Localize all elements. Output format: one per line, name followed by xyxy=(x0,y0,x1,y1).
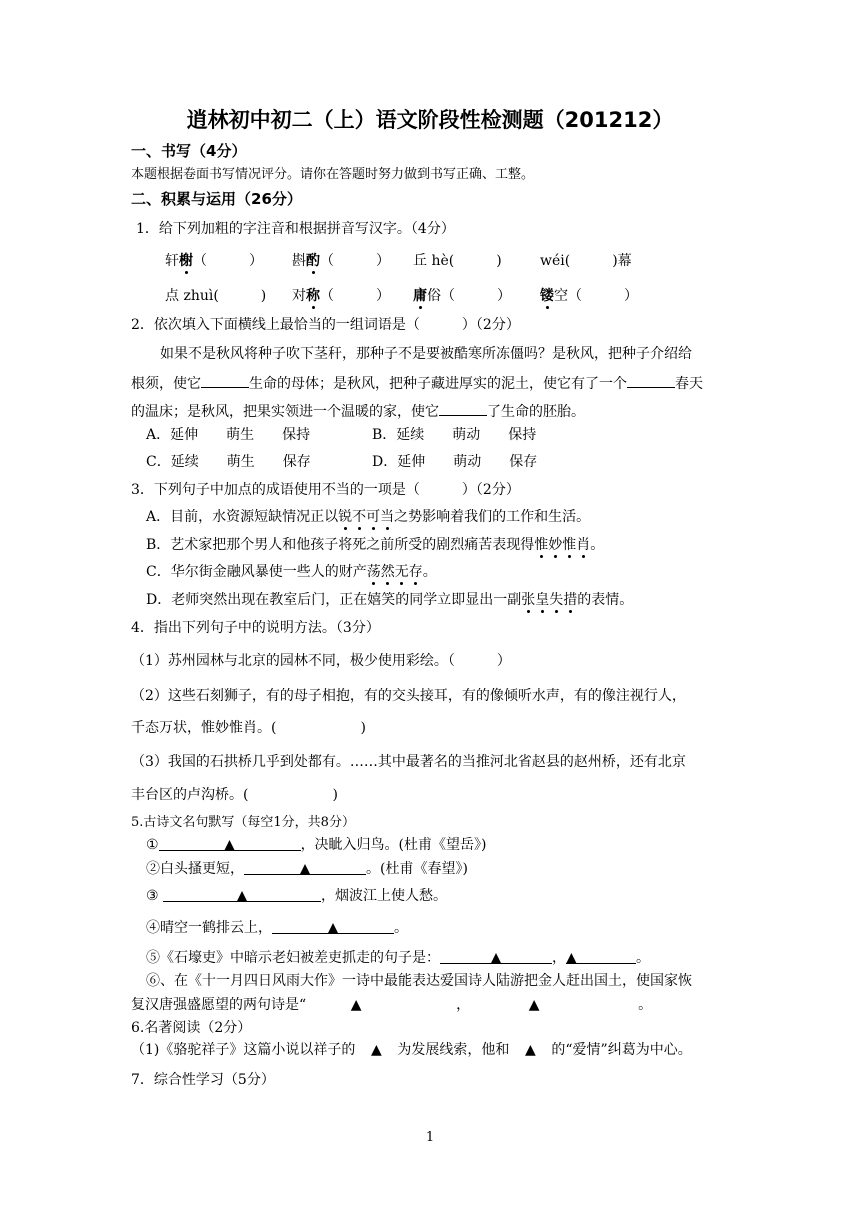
dotted-idiom-c: 荡然无存 xyxy=(366,564,423,580)
q7-stem: 7．综合性学习（5分） xyxy=(131,1072,275,1088)
q5-line-1: ① ▲ ，决眦入归鸟。(杜甫《望岳》) xyxy=(146,837,487,853)
q6-stem: 6.名著阅读（2分） xyxy=(131,1020,252,1036)
answer-marker: ▲ xyxy=(524,1042,536,1058)
q6-line-1: （1)《骆驼祥子》这篇小说以祥子的 ▲ 为发展线索，他和 ▲ 的“爱情”纠葛为中心。 xyxy=(131,1042,692,1058)
answer-marker: ▲ xyxy=(327,920,339,936)
answer-marker: ▲ xyxy=(370,1042,382,1058)
q2-option-d: D．延伸 萌动 保存 xyxy=(372,454,538,470)
q5-line-6-cont: 复汉唐强盛愿望的两句诗是“ ▲ ， ▲ 。 xyxy=(131,997,653,1013)
q2-blank-2 xyxy=(627,373,675,388)
q2-option-a: A．延伸 萌生 保持 xyxy=(146,427,311,443)
page-title: 逍林初中初二（上）语文阶段性检测题（201212） xyxy=(186,108,674,132)
q3-stem: 3．下列句子中加点的成语使用不当的一项是（ ）（2分） xyxy=(131,482,520,498)
answer-marker: ▲ xyxy=(566,950,577,966)
q2-para-line-2: 根须，使它 生命的母体；是秋风，把种子藏进厚实的泥土，使它有了一个 春天 xyxy=(131,373,703,393)
q1-item-3: 丘 hè( ) xyxy=(413,253,502,269)
dotted-idiom-a: 锐不可当 xyxy=(338,509,395,525)
q1-item-2: 斟酌（ ） xyxy=(292,253,390,269)
q3-option-c: C．华尔街金融风暴使一些人的财产荡然无存。 xyxy=(146,564,437,580)
answer-marker: ▲ xyxy=(299,861,311,877)
section-heading-accumulation: 二、积累与运用（26分） xyxy=(131,190,302,208)
q5-line-2: ②白头搔更短， ▲ 。(杜甫《春望》) xyxy=(146,861,468,877)
q2-option-b: B．延续 萌动 保持 xyxy=(372,427,537,443)
answer-marker: ▲ xyxy=(224,837,235,853)
q2-para-line-1: 如果不是秋风将种子吹下茎秆，那种子不是要被酷寒所冻僵吗？是秋风，把种子介绍给 xyxy=(160,346,692,362)
q4-sentence-3: （3）我国的石拱桥几乎到处都有。……其中最著名的当推河北省赵县的赵州桥，还有北京 xyxy=(131,754,686,770)
q2-para-line-3: 的温床；是秋风，把果实领进一个温暖的家，使它 了生命的胚胎。 xyxy=(131,401,585,421)
q3-option-d: D．老师突然出现在教室后门，正在嬉笑的同学立即显出一副张皇失措的表情。 xyxy=(146,592,634,608)
answer-marker: ▲ xyxy=(528,997,540,1013)
answer-marker: ▲ xyxy=(236,888,248,904)
q4-stem: 4．指出下列句子中的说明方法。（3分） xyxy=(131,620,380,636)
q5-stem: 5.古诗文名句默写（每空1分，共8分） xyxy=(131,815,355,830)
q1-item-1: 轩榭（ ） xyxy=(165,253,263,269)
section-text-writing: 本题根据卷面书写情况评分。请你在答题时努力做到书写正确、工整。 xyxy=(131,167,535,182)
q2-blank-1 xyxy=(201,373,249,388)
dotted-idiom-d: 张皇失措 xyxy=(521,592,578,608)
q1-item-7: 庸俗（ ） xyxy=(413,288,511,304)
q3-option-b: B．艺术家把那个男人和他孩子将死之前所受的剧烈痛苦表现得惟妙惟肖。 xyxy=(146,537,605,553)
q4-sentence-2-cont: 千态万状，惟妙惟肖。( ) xyxy=(131,720,366,736)
q1-item-6: 对称（ ） xyxy=(292,288,390,304)
q4-sentence-1: （1）苏州园林与北京的园林不同，极少使用彩绘。（ ） xyxy=(131,653,511,669)
q3-option-a: A．目前，水资源短缺情况正以锐不可当之势影响着我们的工作和生活。 xyxy=(146,509,591,525)
answer-marker: ▲ xyxy=(490,950,502,966)
q2-stem: 2．依次填入下面横线上最恰当的一组词语是（ ）（2分） xyxy=(131,317,520,333)
page-number: 1 xyxy=(425,1130,435,1145)
section-heading-writing: 一、书写（4分） xyxy=(131,142,247,160)
q1-item-8: 镂空（ ） xyxy=(540,288,638,304)
q2-blank-3 xyxy=(439,401,487,416)
q5-line-3: ③ ▲ ，烟波江上使人愁。 xyxy=(146,888,448,904)
q5-line-4: ④晴空一鹤排云上， ▲ 。 xyxy=(146,920,408,936)
q4-sentence-2: （2）这些石刻狮子，有的母子相抱，有的交头接耳，有的像倾听水声，有的像注视行人， xyxy=(131,688,686,704)
q4-sentence-3-cont: 丰台区的卢沟桥。( ) xyxy=(131,787,338,803)
q1-stem: 1．给下列加粗的字注音和根据拼音写汉字。（4分） xyxy=(136,221,455,237)
q5-line-6: ⑥、在《十一月四日风雨大作》一诗中最能表达爱国诗人陆游把金人赶出国土，使国家恢 xyxy=(146,973,692,989)
q5-line-5: ⑤《石壕吏》中暗示老妇被差吏抓走的句子是： ▲ ，▲ 。 xyxy=(146,950,650,966)
q1-item-4: wéi( )幕 xyxy=(540,253,632,269)
q2-option-c: C．延续 萌生 保存 xyxy=(146,454,311,470)
dotted-idiom-b: 惟妙惟肖 xyxy=(534,537,591,553)
q1-item-5: 点 zhuì( ) xyxy=(165,288,267,304)
answer-marker: ▲ xyxy=(350,997,362,1013)
